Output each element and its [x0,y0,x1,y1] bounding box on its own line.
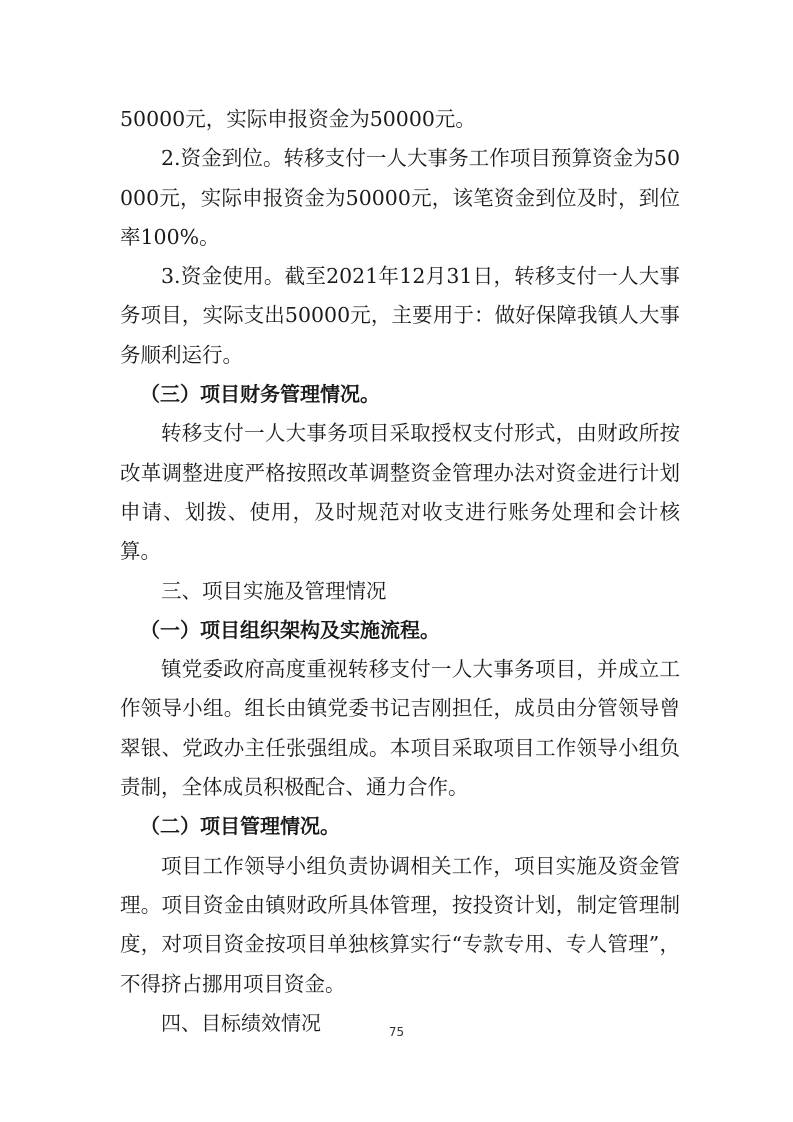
heading-financial-management: （三）项目财务管理情况。 [140,382,380,407]
heading-implementation-management: 三、项目实施及管理情况 [161,578,387,603]
paragraph-financial-management: 转移支付一人大事务项目采取授权支付形式，由财政所按改革调整进度严格按照改革调整资金管理办法对资金进行计划申请、划拨、使用，及时规范对收支进行账务处理和会计核算。 [120,421,680,564]
document-body [120,100,680,1043]
heading-performance-goals: 四、目标绩效情况 [161,1010,321,1035]
paragraph-funds-usage: 3.资金使用。截至2021年12月31日，转移支付一人大事务项目，实际支出50000元，主要用于：做好保障我镇人大事务顺利运行。 [120,264,680,367]
heading-organization-structure: （一）项目组织架构及实施流程。 [140,617,440,642]
paragraph-organization-structure: 镇党委政府高度重视转移支付一人大事务项目，并成立工作领导小组。组长由镇党委书记吉刚担任，成员由分管领导曾翠银、党政办主任张强组成。本项目采取项目工作领导小组负责制，全体成员积极配合、通力合作。 [120,657,680,800]
paragraph-funds-declared: 50000元，实际申报资金为50000元。 [120,107,476,131]
paragraph-project-management: 项目工作领导小组负责协调相关工作，项目实施及资金管理。项目资金由镇财政所具体管理，按投资计划，制定管理制度，对项目资金按项目单独核算实行“专款专用、专人管理”，不得挤占挪用项目资金。 [120,853,680,996]
heading-project-management: （二）项目管理情况。 [140,814,340,839]
page-number: 75 [388,1025,405,1039]
paragraph-funds-in-place: 2.资金到位。转移支付一人大事务工作项目预算资金为50000元，实际申报资金为50000元，该笔资金到位及时，到位率100%。 [120,146,680,249]
